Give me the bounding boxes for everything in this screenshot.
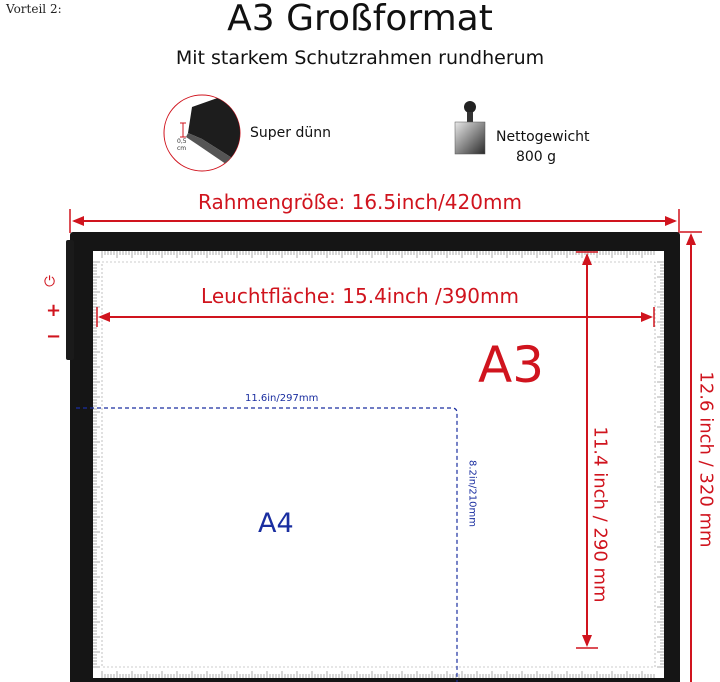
page-subtitle: Mit starkem Schutzrahmen rundherum xyxy=(175,47,545,69)
a4-height-label: 8.2in/210mm xyxy=(466,460,478,527)
page-title: A3 Großformat xyxy=(227,0,493,39)
light-area-label: Leuchtfläche: 15.4inch /390mm xyxy=(201,284,519,308)
weight-label xyxy=(496,127,590,167)
power-icon[interactable]: ⏻ xyxy=(44,274,56,290)
frame-height-label: 12.6 inch / 320 mm xyxy=(695,371,717,548)
a4-width-label: 11.6in/297mm xyxy=(245,393,319,404)
plus-button[interactable]: + xyxy=(46,300,62,321)
thin-label: Super dünn xyxy=(250,125,331,141)
a4-label: A4 xyxy=(258,508,294,539)
frame-size-label: Rahmengröße: 16.5inch/420mm xyxy=(198,190,522,214)
weight-icon xyxy=(452,98,492,158)
a3-label: A3 xyxy=(478,336,545,394)
corner-label: Vorteil 2: xyxy=(6,2,62,16)
weight-label-title: Nettogewicht xyxy=(496,129,590,145)
minus-button[interactable]: − xyxy=(46,326,62,347)
thickness-unit: cm xyxy=(177,145,187,152)
light-height-label: 11.4 inch / 290 mm xyxy=(589,426,611,603)
thin-edge-icon xyxy=(162,93,246,175)
thickness-value: 0,5 xyxy=(177,138,187,145)
weight-label-value: 800 g xyxy=(515,149,557,165)
a4-outline xyxy=(76,405,466,682)
light-width-arrow xyxy=(0,305,720,329)
